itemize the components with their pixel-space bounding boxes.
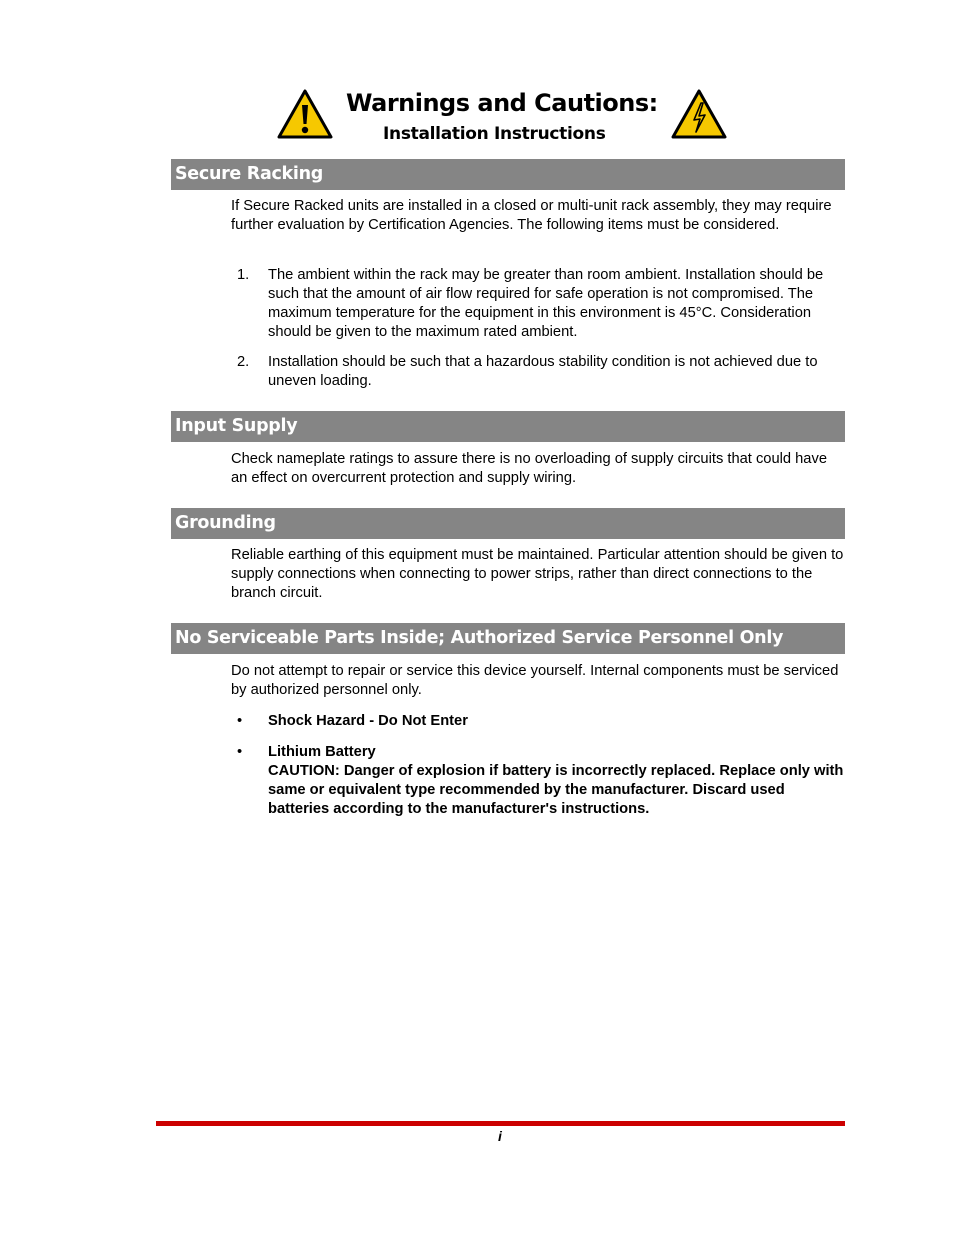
list-item-text: The ambient within the rack may be greater than room ambient. Installation should be such that the amount of air flow required for safe operation is not compromised. The maximum temperature for the equipment in this environment is 45°C. Consideration should be given to the maximum rated ambient.: [268, 267, 824, 340]
section-heading-no-serviceable-parts: No Serviceable Parts Inside; Authorized Service Personnel Only: [171, 623, 845, 654]
page-header: [270, 86, 740, 142]
page-number: i: [498, 1128, 502, 1144]
warning-icon: [276, 88, 334, 140]
list-number: 1.: [237, 267, 250, 283]
grounding-text: Reliable earthing of this equipment must be maintained. Particular attention should be given to supply connections when connecting to power strips, rather than direct connections to the branch circuit.: [231, 547, 844, 601]
bullet-text: CAUTION: Danger of explosion if battery is incorrectly replaced. Replace only with same or equivalent type recommended by the manufacturer. Discard used batteries according to the manufacturer's instructions.: [268, 763, 844, 817]
input-supply-text: Check nameplate ratings to assure there is no overloading of supply circuits that could have an effect on overcurrent protection and supply wiring.: [231, 451, 827, 486]
bullet-marker: •: [237, 744, 243, 760]
footer-divider: [156, 1121, 845, 1126]
section-heading-grounding: Grounding: [171, 508, 845, 539]
list-item-text: Installation should be such that a hazardous stability condition is not achieved due to uneven loading.: [268, 354, 818, 389]
bullet-marker: •: [237, 713, 243, 729]
section-heading-secure-racking: Secure Racking: [171, 159, 845, 190]
section-heading-input-supply: Input Supply: [171, 411, 845, 442]
list-number: 2.: [237, 354, 250, 370]
bullet-title: Lithium Battery: [268, 744, 376, 760]
secure-racking-intro: If Secure Racked units are installed in a closed or multi-unit rack assembly, they may require further evaluation by Certification Agencies. The following items must be considered.: [231, 198, 832, 233]
electric-shock-icon: [670, 88, 728, 140]
bullet-content: [268, 743, 848, 819]
page-subtitle: Installation Instructions: [383, 124, 606, 144]
no-serviceable-parts-text: Do not attempt to repair or service this device yourself. Internal components must be serviced by authorized personnel only.: [231, 663, 839, 698]
bullet-title: Shock Hazard - Do Not Enter: [268, 713, 468, 729]
page-title: Warnings and Cautions:: [346, 89, 658, 117]
